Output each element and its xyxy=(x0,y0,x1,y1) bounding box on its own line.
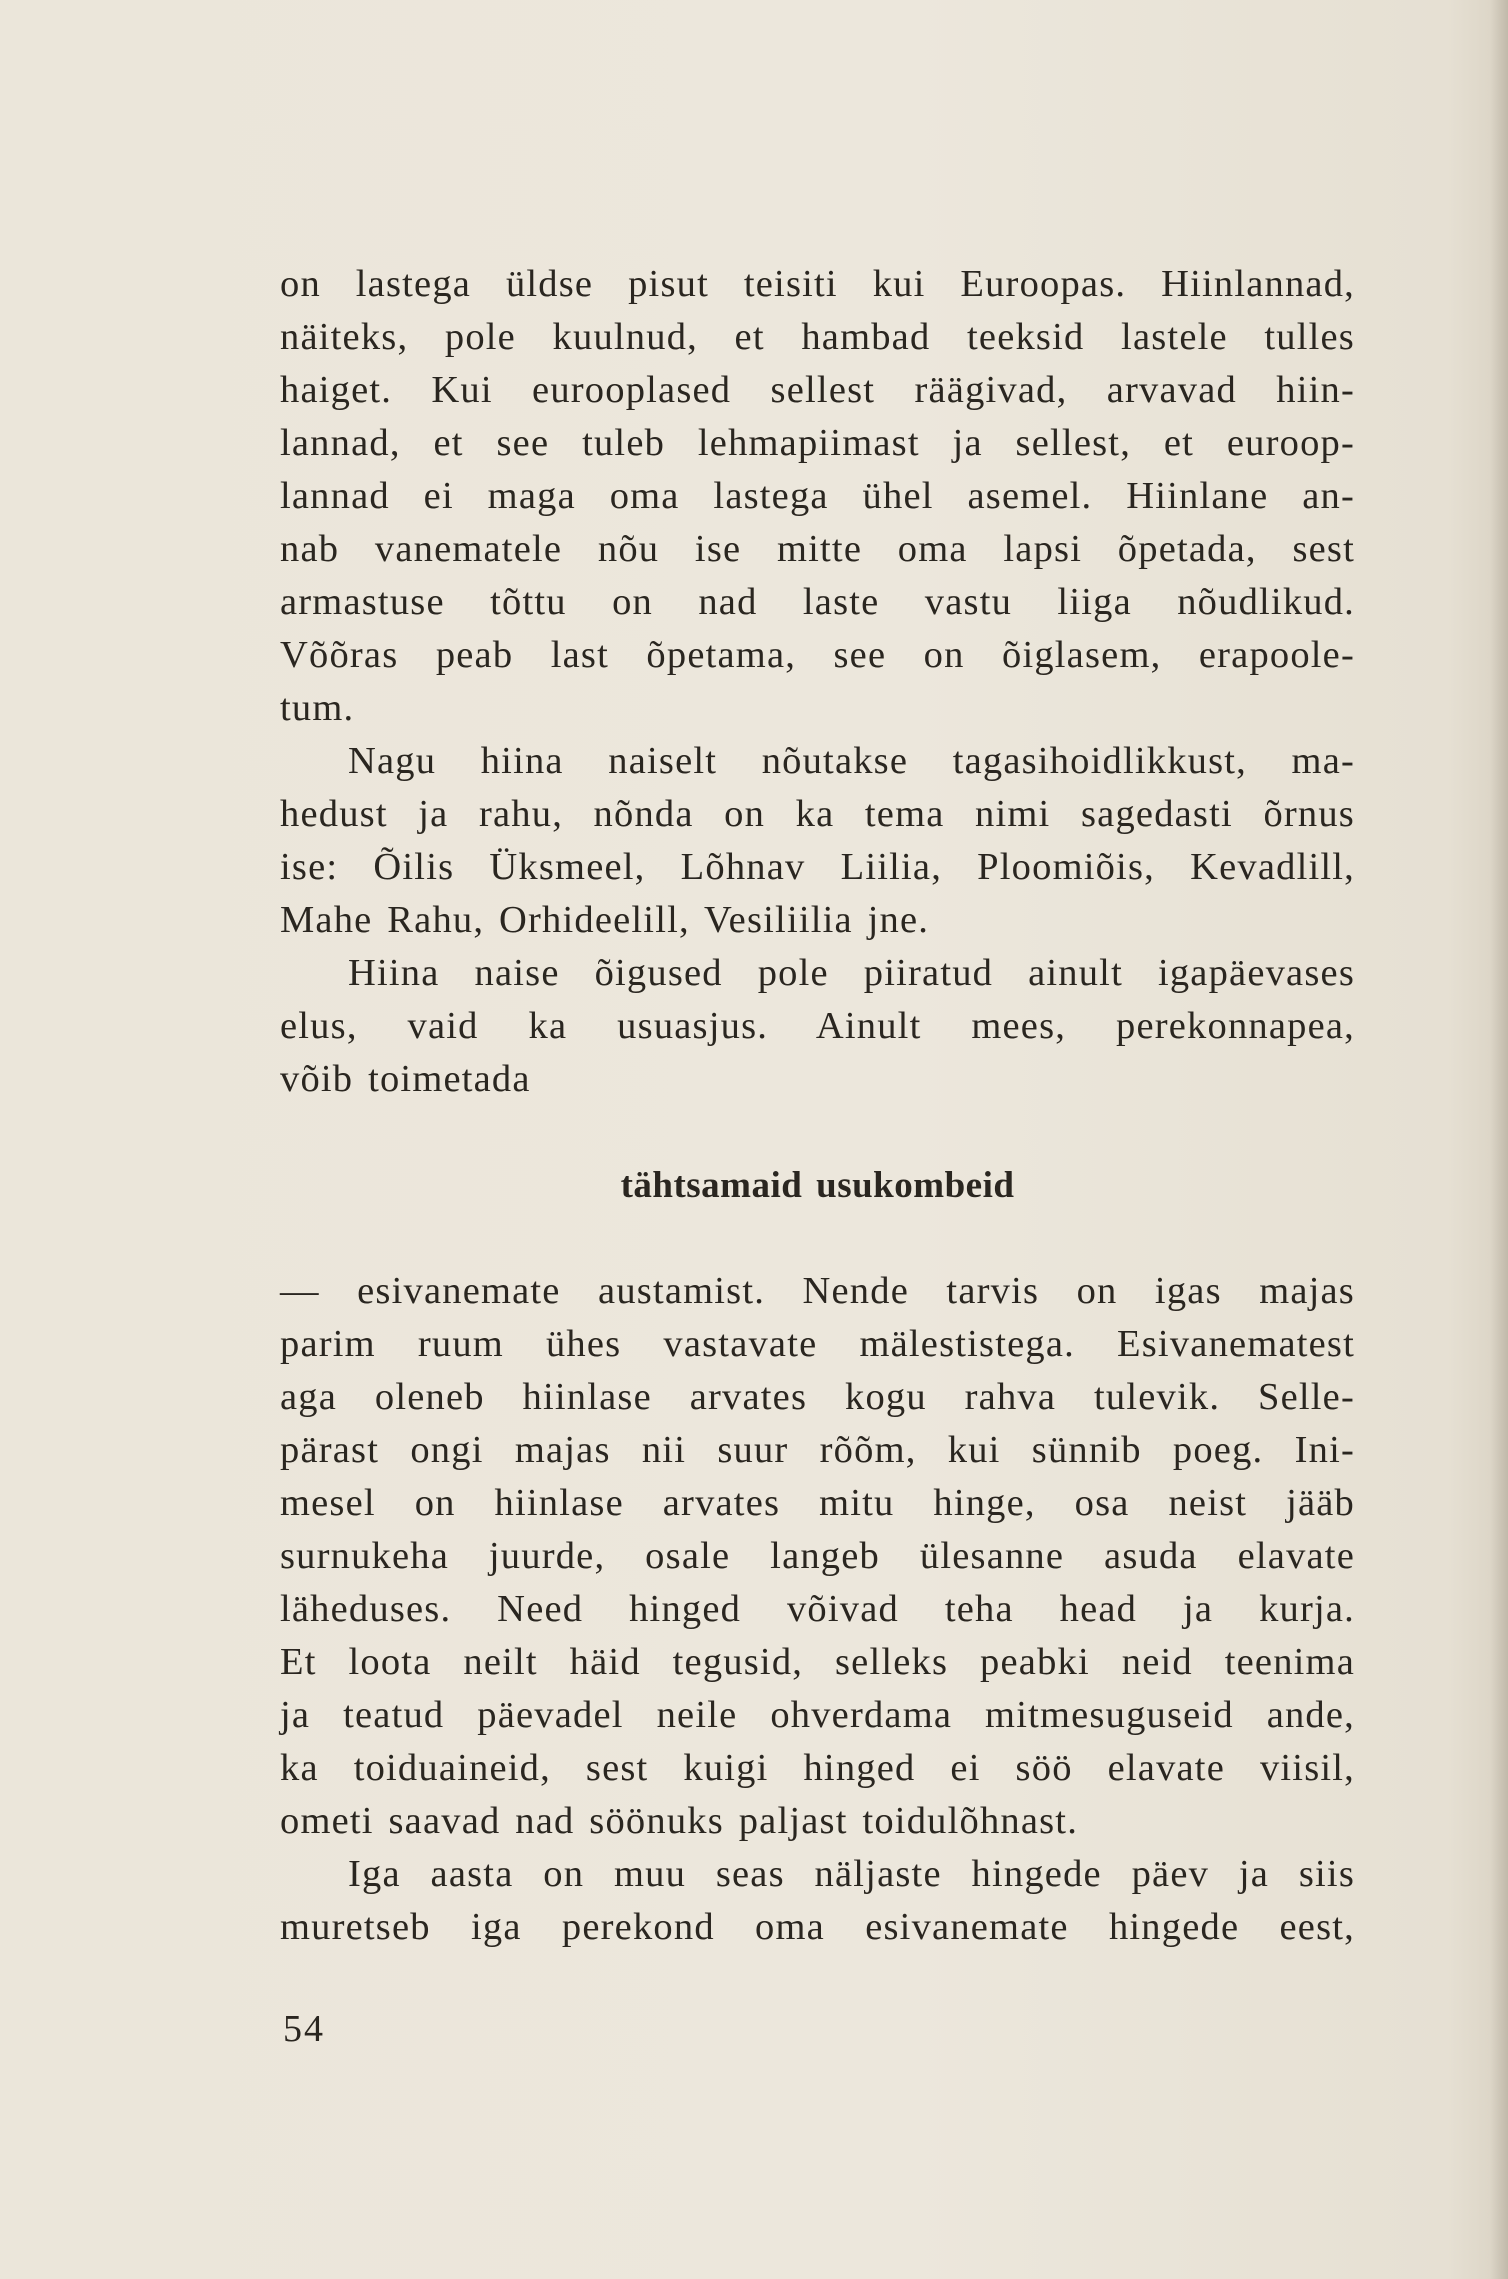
page-edge-shadow xyxy=(1490,0,1508,2279)
text-line: hedust ja rahu, nõnda on ka tema nimi sagedasti õrnus xyxy=(280,793,1355,835)
text-line: pärast ongi majas nii suur rõõm, kui sünnib poeg. Ini- xyxy=(280,1429,1355,1471)
text-line: lannad, et see tuleb lehmapiimast ja sellest, et euroop- xyxy=(280,422,1355,464)
page-number: 54 xyxy=(283,2008,325,2050)
paragraph-3 xyxy=(280,947,1355,1106)
text-line: aga oleneb hiinlase arvates kogu rahva tulevik. Selle- xyxy=(280,1376,1355,1418)
paragraph-5 xyxy=(280,1848,1355,1954)
text-line: lannad ei maga oma lastega ühel asemel. Hiinlane an- xyxy=(280,475,1355,517)
text-line: parim ruum ühes vastavate mälestistega. Esivanematest xyxy=(280,1323,1355,1365)
text-line: on lastega üldse pisut teisiti kui Euroopas. Hiinlannad, xyxy=(280,263,1355,305)
text-line: Võõras peab last õpetama, see on õiglasem, erapoole- xyxy=(280,634,1355,676)
text-line: Hiina naise õigused pole piiratud ainult igapäevases xyxy=(348,952,1355,994)
text-line: Iga aasta on muu seas näljaste hingede päev ja siis xyxy=(348,1853,1355,1895)
text-line: ise: Õilis Üksmeel, Lõhnav Liilia, Ploomiõis, Kevadlill, xyxy=(280,846,1355,888)
text-line: haiget. Kui eurooplased sellest räägivad, arvavad hiin- xyxy=(280,369,1355,411)
text-line: tum. xyxy=(280,687,355,729)
text-line: näiteks, pole kuulnud, et hambad teeksid lastele tulles xyxy=(280,316,1355,358)
section-heading: tähtsamaid usukombeid xyxy=(620,1165,1015,1206)
text-line: mesel on hiinlase arvates mitu hinge, osa neist jääb xyxy=(280,1482,1355,1524)
text-line: Et loota neilt häid tegusid, selleks peabki neid teenima xyxy=(280,1641,1355,1683)
body-text xyxy=(280,258,1355,1954)
paragraph-4 xyxy=(280,1265,1355,1848)
text-line: — esivanemate austamist. Nende tarvis on igas majas xyxy=(280,1270,1355,1312)
text-line: muretseb iga perekond oma esivanemate hingede eest, xyxy=(280,1906,1355,1948)
text-line: Nagu hiina naiselt nõutakse tagasihoidlikkust, ma- xyxy=(348,740,1355,782)
text-line: elus, vaid ka usuasjus. Ainult mees, perekonnapea, xyxy=(280,1005,1355,1047)
text-line: nab vanematele nõu ise mitte oma lapsi õpetada, sest xyxy=(280,528,1355,570)
paragraph-2 xyxy=(280,735,1355,947)
text-line: ka toiduaineid, sest kuigi hinged ei söö elavate viisil, xyxy=(280,1747,1355,1789)
paragraph-1 xyxy=(280,258,1355,735)
text-line: ometi saavad nad söönuks paljast toidulõhnast. xyxy=(280,1800,1079,1842)
text-line: armastuse tõttu on nad laste vastu liiga nõudlikud. xyxy=(280,581,1355,623)
text-line: ja teatud päevadel neile ohverdama mitmesuguseid ande, xyxy=(280,1694,1355,1736)
text-line: läheduses. Need hinged võivad teha head ja kurja. xyxy=(280,1588,1355,1630)
text-line: võib toimetada xyxy=(280,1058,531,1100)
text-line: Mahe Rahu, Orhideelill, Vesiliilia jne. xyxy=(280,899,930,941)
text-line: surnukeha juurde, osale langeb ülesanne asuda elavate xyxy=(280,1535,1355,1577)
